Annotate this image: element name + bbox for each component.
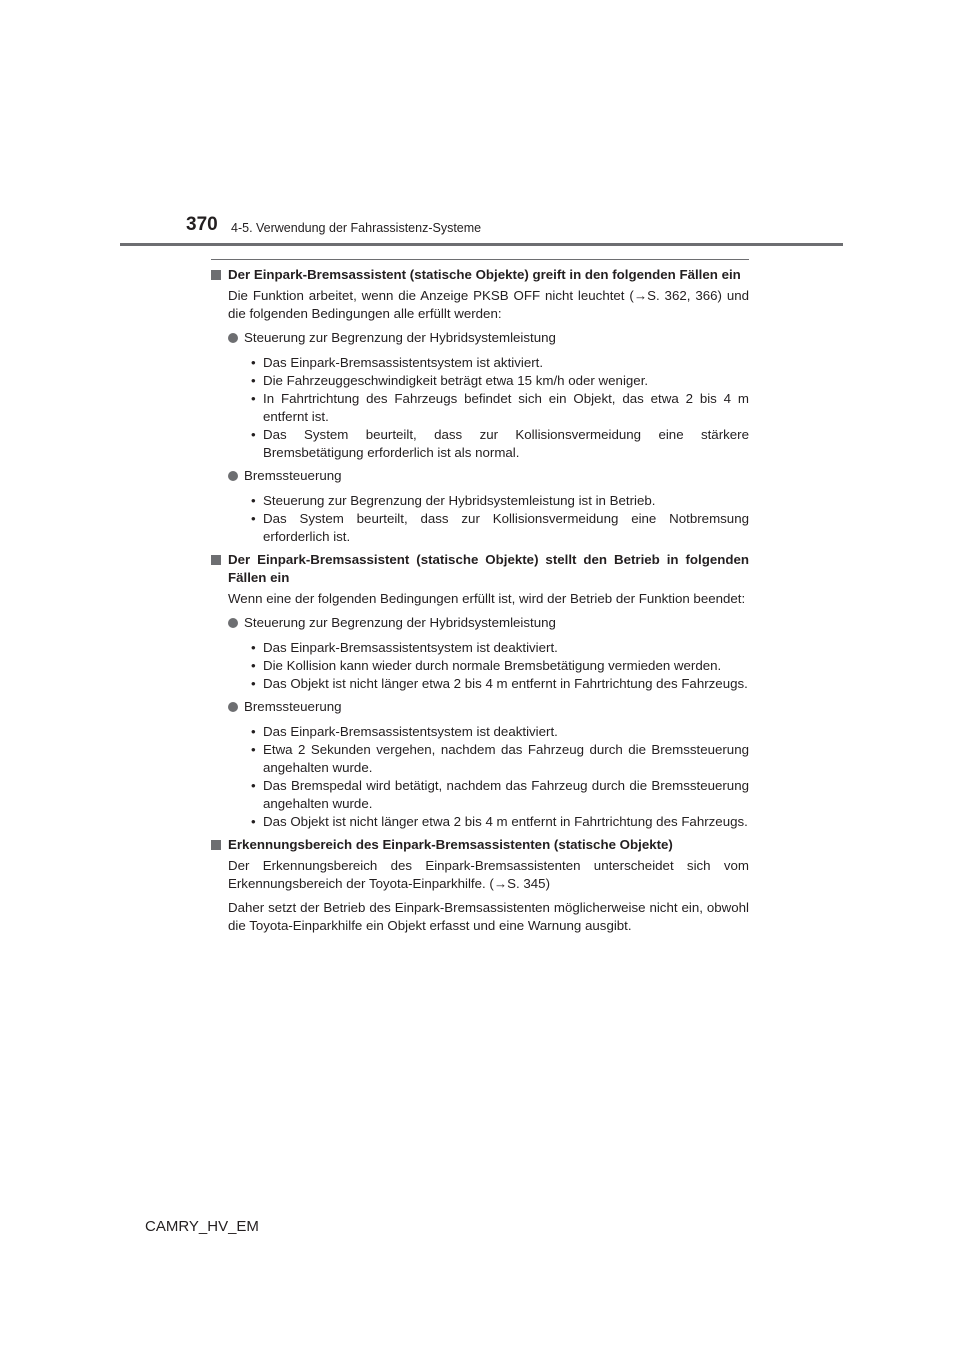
circle-bullet-icon [228,471,238,481]
condition-list [251,492,749,546]
condition-list [251,354,749,462]
circle-bullet-icon [228,702,238,712]
list-item: • Das Einpark-Bremsassistentsystem ist aktiviert. [251,355,544,370]
list-item: • Das Bremspedal wird betätigt, nachdem das Fahrzeug durch die Bremssteuerung angehalten wurde. [251,778,749,811]
list-item: • In Fahrtrichtung des Fahrzeugs befindet sich ein Objekt, das etwa 2 bis 4 m entfernt ist. [251,391,749,424]
circle-bullet-item [228,467,749,485]
model-code: CAMRY_HV_EM [145,1218,259,1235]
section-heading-text: Erkennungsbereich des Einpark-Bremsassistenten (statische Objekte) [228,837,673,852]
circle-bullet-item [228,329,749,347]
list-item: • Das System beurteilt, dass zur Kollisionsvermeidung eine Notbremsung erforderlich ist. [251,511,749,544]
section-heading [211,836,749,854]
condition-list [251,639,749,693]
paragraph: Daher setzt der Betrieb des Einpark-Bremsassistenten möglicherweise nicht ein, obwohl die Toyota-Einparkhilfe ein Objekt erfasst und eine Warnung ausgibt. [228,900,749,933]
list-item: • Das Objekt ist nicht länger etwa 2 bis 4 m entfernt in Fahrtrichtung des Fahrzeugs. [251,814,748,829]
list-item: • Die Fahrzeuggeschwindigkeit beträgt etwa 15 km/h oder weniger. [251,373,649,388]
page-header [0,0,960,250]
paragraph: Die Funktion arbeitet, wenn die Anzeige PKSB OFF nicht leuchtet (→S. 362, 366) und die folgenden Bedingungen alle erfüllt werden: [228,288,749,321]
section-heading [211,551,749,587]
content-divider [211,259,749,260]
section-heading [211,266,749,284]
paragraph: Der Erkennungsbereich des Einpark-Bremsassistenten unterscheidet sich vom Erkennungsbereich der Toyota-Einparkhilfe. (→S. 345) [228,858,749,891]
bullet-label: Steuerung zur Begrenzung der Hybridsystemleistung [244,330,556,345]
section-title: 4-5. Verwendung der Fahrassistenz-Systeme [231,221,482,235]
circle-bullet-icon [228,618,238,628]
condition-list [251,723,749,831]
bullet-label: Bremssteuerung [244,699,342,714]
circle-bullet-item [228,614,749,632]
paragraph: Wenn eine der folgenden Bedingungen erfüllt ist, wird der Betrieb der Funktion beendet: [228,591,746,606]
section-heading-text: Der Einpark-Bremsassistent (statische Objekte) stellt den Betrieb in folgenden Fällen ein [228,552,749,585]
list-item: • Das System beurteilt, dass zur Kollisionsvermeidung eine stärkere Bremsbetätigung erforderlich ist als normal. [251,427,749,460]
list-item: • Etwa 2 Sekunden vergehen, nachdem das Fahrzeug durch die Bremssteuerung angehalten wurde. [251,742,749,775]
main-content [211,266,749,941]
list-item: • Steuerung zur Begrenzung der Hybridsystemleistung ist in Betrieb. [251,493,656,508]
list-item: • Das Objekt ist nicht länger etwa 2 bis 4 m entfernt in Fahrtrichtung des Fahrzeugs. [251,676,748,691]
list-item: • Das Einpark-Bremsassistentsystem ist deaktiviert. [251,724,558,739]
section-heading-text: Der Einpark-Bremsassistent (statische Objekte) greift in den folgenden Fällen ein [228,267,741,282]
list-item: • Das Einpark-Bremsassistentsystem ist deaktiviert. [251,640,558,655]
list-item: • Die Kollision kann wieder durch normale Bremsbetätigung vermieden werden. [251,658,722,673]
square-bullet-icon [211,555,221,565]
square-bullet-icon [211,840,221,850]
square-bullet-icon [211,270,221,280]
page-number: 370 [186,214,218,235]
circle-bullet-icon [228,333,238,343]
bullet-label: Bremssteuerung [244,468,342,483]
circle-bullet-item [228,698,749,716]
bullet-label: Steuerung zur Begrenzung der Hybridsystemleistung [244,615,556,630]
header-divider [120,243,843,246]
